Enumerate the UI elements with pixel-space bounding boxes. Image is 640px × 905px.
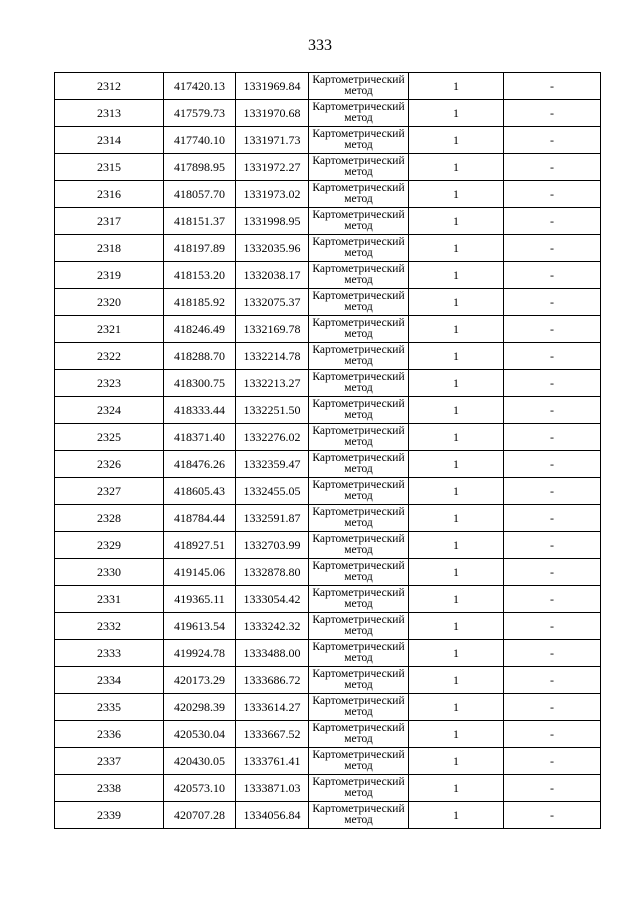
table-row xyxy=(55,532,601,559)
point-number-cell: 2332 xyxy=(55,613,164,640)
table-row xyxy=(55,640,601,667)
note-cell: - xyxy=(504,451,601,478)
method-cell: Картометрический метод xyxy=(309,262,409,289)
point-number-cell: 2319 xyxy=(55,262,164,289)
page-number: 333 xyxy=(308,37,332,54)
note-cell: - xyxy=(504,667,601,694)
x-coordinate-cell: 420173.29 xyxy=(164,667,236,694)
accuracy-cell: 1 xyxy=(409,127,504,154)
method-cell: Картометрический метод xyxy=(309,424,409,451)
x-coordinate-cell: 420573.10 xyxy=(164,775,236,802)
x-coordinate-cell: 420530.04 xyxy=(164,721,236,748)
accuracy-cell: 1 xyxy=(409,100,504,127)
table-row xyxy=(55,397,601,424)
accuracy-cell: 1 xyxy=(409,181,504,208)
table-row xyxy=(55,667,601,694)
x-coordinate-cell: 418927.51 xyxy=(164,532,236,559)
point-number-cell: 2320 xyxy=(55,289,164,316)
point-number-cell: 2313 xyxy=(55,100,164,127)
x-coordinate-cell: 418197.89 xyxy=(164,235,236,262)
method-cell: Картометрический метод xyxy=(309,73,409,100)
note-cell: - xyxy=(504,343,601,370)
method-cell: Картометрический метод xyxy=(309,181,409,208)
method-cell: Картометрический метод xyxy=(309,613,409,640)
x-coordinate-cell: 419613.54 xyxy=(164,613,236,640)
note-cell: - xyxy=(504,613,601,640)
accuracy-cell: 1 xyxy=(409,424,504,451)
point-number-cell: 2331 xyxy=(55,586,164,613)
y-coordinate-cell: 1332213.27 xyxy=(236,370,309,397)
x-coordinate-cell: 419145.06 xyxy=(164,559,236,586)
method-cell: Картометрический метод xyxy=(309,532,409,559)
y-coordinate-cell: 1333054.42 xyxy=(236,586,309,613)
accuracy-cell: 1 xyxy=(409,208,504,235)
y-coordinate-cell: 1332169.78 xyxy=(236,316,309,343)
method-cell: Картометрический метод xyxy=(309,370,409,397)
method-cell: Картометрический метод xyxy=(309,316,409,343)
x-coordinate-cell: 418057.70 xyxy=(164,181,236,208)
x-coordinate-cell: 419365.11 xyxy=(164,586,236,613)
coordinates-table xyxy=(54,72,601,829)
point-number-cell: 2330 xyxy=(55,559,164,586)
y-coordinate-cell: 1332359.47 xyxy=(236,451,309,478)
table-row xyxy=(55,451,601,478)
note-cell: - xyxy=(504,262,601,289)
point-number-cell: 2318 xyxy=(55,235,164,262)
accuracy-cell: 1 xyxy=(409,640,504,667)
x-coordinate-cell: 418605.43 xyxy=(164,478,236,505)
note-cell: - xyxy=(504,370,601,397)
note-cell: - xyxy=(504,505,601,532)
y-coordinate-cell: 1331998.95 xyxy=(236,208,309,235)
y-coordinate-cell: 1333242.32 xyxy=(236,613,309,640)
x-coordinate-cell: 418153.20 xyxy=(164,262,236,289)
x-coordinate-cell: 418476.26 xyxy=(164,451,236,478)
note-cell: - xyxy=(504,424,601,451)
accuracy-cell: 1 xyxy=(409,73,504,100)
y-coordinate-cell: 1334056.84 xyxy=(236,802,309,829)
note-cell: - xyxy=(504,208,601,235)
method-cell: Картометрический метод xyxy=(309,505,409,532)
method-cell: Картометрический метод xyxy=(309,667,409,694)
table-row xyxy=(55,343,601,370)
table-row xyxy=(55,559,601,586)
method-cell: Картометрический метод xyxy=(309,478,409,505)
x-coordinate-cell: 418300.75 xyxy=(164,370,236,397)
method-cell: Картометрический метод xyxy=(309,100,409,127)
method-cell: Картометрический метод xyxy=(309,397,409,424)
accuracy-cell: 1 xyxy=(409,775,504,802)
table-row xyxy=(55,262,601,289)
y-coordinate-cell: 1333686.72 xyxy=(236,667,309,694)
table-row xyxy=(55,208,601,235)
note-cell: - xyxy=(504,721,601,748)
x-coordinate-cell: 417420.13 xyxy=(164,73,236,100)
point-number-cell: 2336 xyxy=(55,721,164,748)
y-coordinate-cell: 1333667.52 xyxy=(236,721,309,748)
note-cell: - xyxy=(504,802,601,829)
accuracy-cell: 1 xyxy=(409,154,504,181)
table-row xyxy=(55,721,601,748)
y-coordinate-cell: 1332591.87 xyxy=(236,505,309,532)
note-cell: - xyxy=(504,640,601,667)
table-row xyxy=(55,775,601,802)
method-cell: Картометрический метод xyxy=(309,586,409,613)
table-row xyxy=(55,289,601,316)
point-number-cell: 2317 xyxy=(55,208,164,235)
table-row xyxy=(55,154,601,181)
x-coordinate-cell: 418185.92 xyxy=(164,289,236,316)
point-number-cell: 2335 xyxy=(55,694,164,721)
point-number-cell: 2325 xyxy=(55,424,164,451)
method-cell: Картометрический метод xyxy=(309,208,409,235)
note-cell: - xyxy=(504,316,601,343)
y-coordinate-cell: 1333871.03 xyxy=(236,775,309,802)
point-number-cell: 2323 xyxy=(55,370,164,397)
y-coordinate-cell: 1331973.02 xyxy=(236,181,309,208)
x-coordinate-cell: 418371.40 xyxy=(164,424,236,451)
point-number-cell: 2334 xyxy=(55,667,164,694)
method-cell: Картометрический метод xyxy=(309,235,409,262)
method-cell: Картометрический метод xyxy=(309,775,409,802)
note-cell: - xyxy=(504,127,601,154)
y-coordinate-cell: 1331971.73 xyxy=(236,127,309,154)
y-coordinate-cell: 1332276.02 xyxy=(236,424,309,451)
accuracy-cell: 1 xyxy=(409,370,504,397)
accuracy-cell: 1 xyxy=(409,694,504,721)
accuracy-cell: 1 xyxy=(409,262,504,289)
y-coordinate-cell: 1333488.00 xyxy=(236,640,309,667)
point-number-cell: 2312 xyxy=(55,73,164,100)
note-cell: - xyxy=(504,478,601,505)
table-row xyxy=(55,505,601,532)
note-cell: - xyxy=(504,397,601,424)
table-row xyxy=(55,316,601,343)
y-coordinate-cell: 1332038.17 xyxy=(236,262,309,289)
accuracy-cell: 1 xyxy=(409,343,504,370)
y-coordinate-cell: 1333761.41 xyxy=(236,748,309,775)
table-row xyxy=(55,181,601,208)
x-coordinate-cell: 420707.28 xyxy=(164,802,236,829)
note-cell: - xyxy=(504,289,601,316)
table-row xyxy=(55,478,601,505)
accuracy-cell: 1 xyxy=(409,667,504,694)
point-number-cell: 2338 xyxy=(55,775,164,802)
table-row xyxy=(55,586,601,613)
y-coordinate-cell: 1332703.99 xyxy=(236,532,309,559)
x-coordinate-cell: 418333.44 xyxy=(164,397,236,424)
y-coordinate-cell: 1332214.78 xyxy=(236,343,309,370)
method-cell: Картометрический метод xyxy=(309,640,409,667)
accuracy-cell: 1 xyxy=(409,316,504,343)
x-coordinate-cell: 418784.44 xyxy=(164,505,236,532)
table-row xyxy=(55,127,601,154)
point-number-cell: 2339 xyxy=(55,802,164,829)
method-cell: Картометрический метод xyxy=(309,802,409,829)
point-number-cell: 2315 xyxy=(55,154,164,181)
point-number-cell: 2316 xyxy=(55,181,164,208)
accuracy-cell: 1 xyxy=(409,235,504,262)
y-coordinate-cell: 1332251.50 xyxy=(236,397,309,424)
y-coordinate-cell: 1332035.96 xyxy=(236,235,309,262)
note-cell: - xyxy=(504,181,601,208)
table-row xyxy=(55,802,601,829)
x-coordinate-cell: 418246.49 xyxy=(164,316,236,343)
method-cell: Картометрический метод xyxy=(309,127,409,154)
accuracy-cell: 1 xyxy=(409,478,504,505)
accuracy-cell: 1 xyxy=(409,451,504,478)
point-number-cell: 2328 xyxy=(55,505,164,532)
accuracy-cell: 1 xyxy=(409,721,504,748)
accuracy-cell: 1 xyxy=(409,586,504,613)
note-cell: - xyxy=(504,694,601,721)
point-number-cell: 2321 xyxy=(55,316,164,343)
x-coordinate-cell: 417898.95 xyxy=(164,154,236,181)
method-cell: Картометрический метод xyxy=(309,559,409,586)
accuracy-cell: 1 xyxy=(409,289,504,316)
note-cell: - xyxy=(504,532,601,559)
point-number-cell: 2314 xyxy=(55,127,164,154)
method-cell: Картометрический метод xyxy=(309,154,409,181)
accuracy-cell: 1 xyxy=(409,748,504,775)
note-cell: - xyxy=(504,73,601,100)
accuracy-cell: 1 xyxy=(409,397,504,424)
note-cell: - xyxy=(504,100,601,127)
accuracy-cell: 1 xyxy=(409,613,504,640)
coordinates-table-body xyxy=(55,73,601,829)
method-cell: Картометрический метод xyxy=(309,748,409,775)
x-coordinate-cell: 420430.05 xyxy=(164,748,236,775)
table-row xyxy=(55,694,601,721)
table-row xyxy=(55,424,601,451)
table-row xyxy=(55,748,601,775)
table-row xyxy=(55,370,601,397)
accuracy-cell: 1 xyxy=(409,559,504,586)
note-cell: - xyxy=(504,748,601,775)
y-coordinate-cell: 1331972.27 xyxy=(236,154,309,181)
point-number-cell: 2322 xyxy=(55,343,164,370)
y-coordinate-cell: 1332878.80 xyxy=(236,559,309,586)
y-coordinate-cell: 1333614.27 xyxy=(236,694,309,721)
point-number-cell: 2324 xyxy=(55,397,164,424)
method-cell: Картометрический метод xyxy=(309,289,409,316)
y-coordinate-cell: 1332075.37 xyxy=(236,289,309,316)
note-cell: - xyxy=(504,154,601,181)
x-coordinate-cell: 419924.78 xyxy=(164,640,236,667)
table-row xyxy=(55,613,601,640)
method-cell: Картометрический метод xyxy=(309,451,409,478)
accuracy-cell: 1 xyxy=(409,505,504,532)
accuracy-cell: 1 xyxy=(409,802,504,829)
note-cell: - xyxy=(504,586,601,613)
table-row xyxy=(55,73,601,100)
x-coordinate-cell: 417740.10 xyxy=(164,127,236,154)
y-coordinate-cell: 1332455.05 xyxy=(236,478,309,505)
point-number-cell: 2326 xyxy=(55,451,164,478)
note-cell: - xyxy=(504,235,601,262)
accuracy-cell: 1 xyxy=(409,532,504,559)
note-cell: - xyxy=(504,559,601,586)
note-cell: - xyxy=(504,775,601,802)
point-number-cell: 2337 xyxy=(55,748,164,775)
method-cell: Картометрический метод xyxy=(309,343,409,370)
method-cell: Картометрический метод xyxy=(309,721,409,748)
x-coordinate-cell: 418288.70 xyxy=(164,343,236,370)
point-number-cell: 2329 xyxy=(55,532,164,559)
x-coordinate-cell: 420298.39 xyxy=(164,694,236,721)
point-number-cell: 2333 xyxy=(55,640,164,667)
method-cell: Картометрический метод xyxy=(309,694,409,721)
point-number-cell: 2327 xyxy=(55,478,164,505)
table-row xyxy=(55,100,601,127)
y-coordinate-cell: 1331970.68 xyxy=(236,100,309,127)
y-coordinate-cell: 1331969.84 xyxy=(236,73,309,100)
x-coordinate-cell: 417579.73 xyxy=(164,100,236,127)
x-coordinate-cell: 418151.37 xyxy=(164,208,236,235)
table-row xyxy=(55,235,601,262)
